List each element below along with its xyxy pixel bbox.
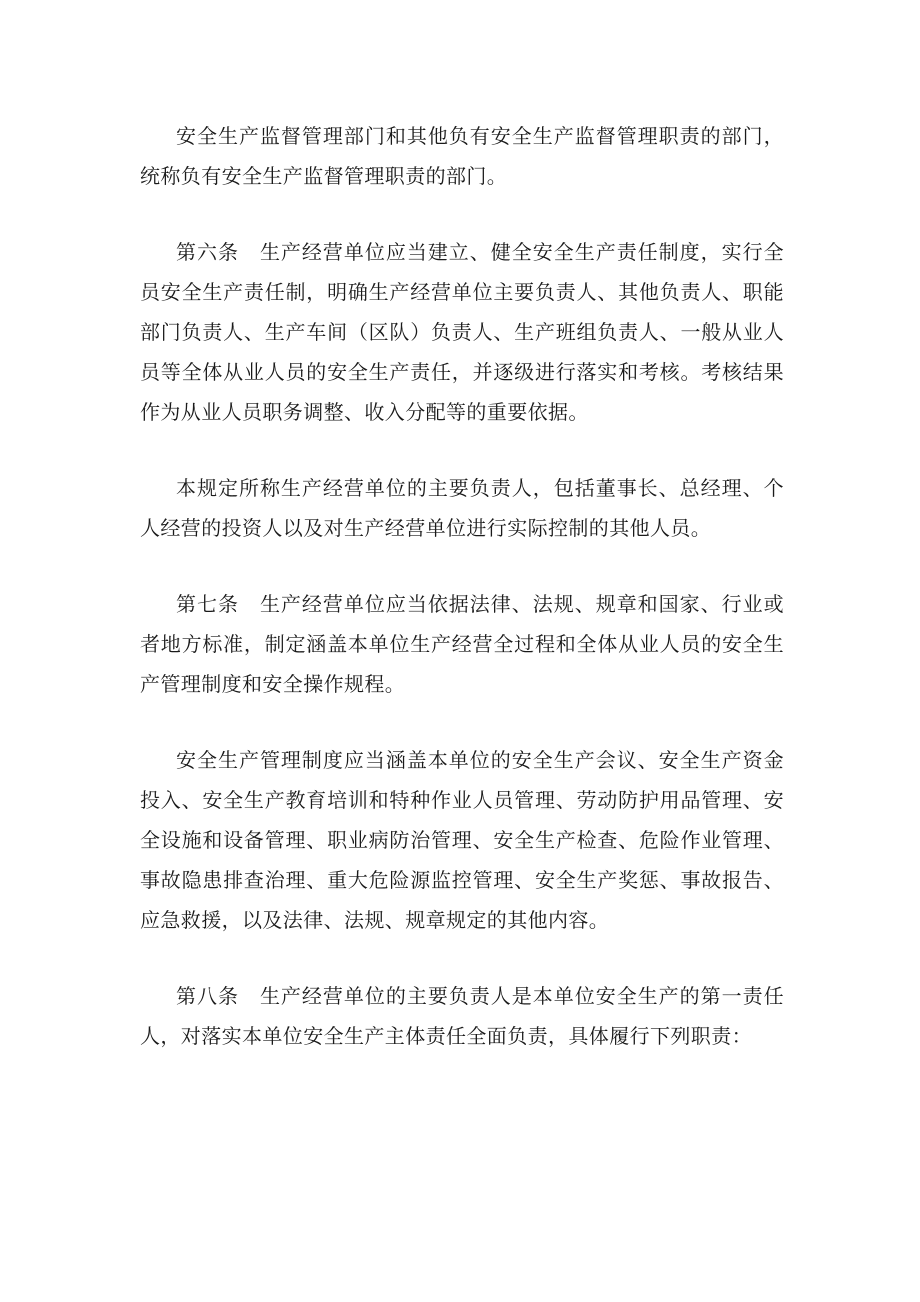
paragraph-principal-definition: 本规定所称生产经营单位的主要负责人，包括董事长、总经理、个人经营的投资人以及对生产经营单位进行实际控制的其他人员。 [140, 476, 784, 540]
paragraph-management-system-scope: 安全生产管理制度应当涵盖本单位的安全生产会议、安全生产资金投入、安全生产教育培训和特种作业人员管理、劳动防护用品管理、安全设施和设备管理、职业病防治管理、安全生产检查、危险作业管理、事故隐患排查治理、重大危险源监控管理、安全生产奖惩、事故报告、应急救援，以及法律、法规、规章规定的其他内容。 [140, 748, 784, 932]
paragraph-article-8: 第八条 生产经营单位的主要负责人是本单位安全生产的第一责任人，对落实本单位安全生产主体责任全面负责，具体履行下列职责： [140, 984, 784, 1048]
paragraph-article-6: 第六条 生产经营单位应当建立、健全安全生产责任制度，实行全员安全生产责任制，明确生产经营单位主要负责人、其他负责人、职能部门负责人、生产车间（区队）负责人、生产班组负责人、一般从业人员等全体从业人员的安全生产责任，并逐级进行落实和考核。考核结果作为从业人员职务调整、收入分配等的重要依据。 [140, 240, 784, 424]
paragraph-department-definition: 安全生产监督管理部门和其他负有安全生产监督管理职责的部门，统称负有安全生产监督管理职责的部门。 [140, 124, 784, 188]
document-body [140, 116, 784, 1056]
paragraph-article-7: 第七条 生产经营单位应当依据法律、法规、规章和国家、行业或者地方标准，制定涵盖本单位生产经营全过程和全体从业人员的安全生产管理制度和安全操作规程。 [140, 592, 784, 696]
